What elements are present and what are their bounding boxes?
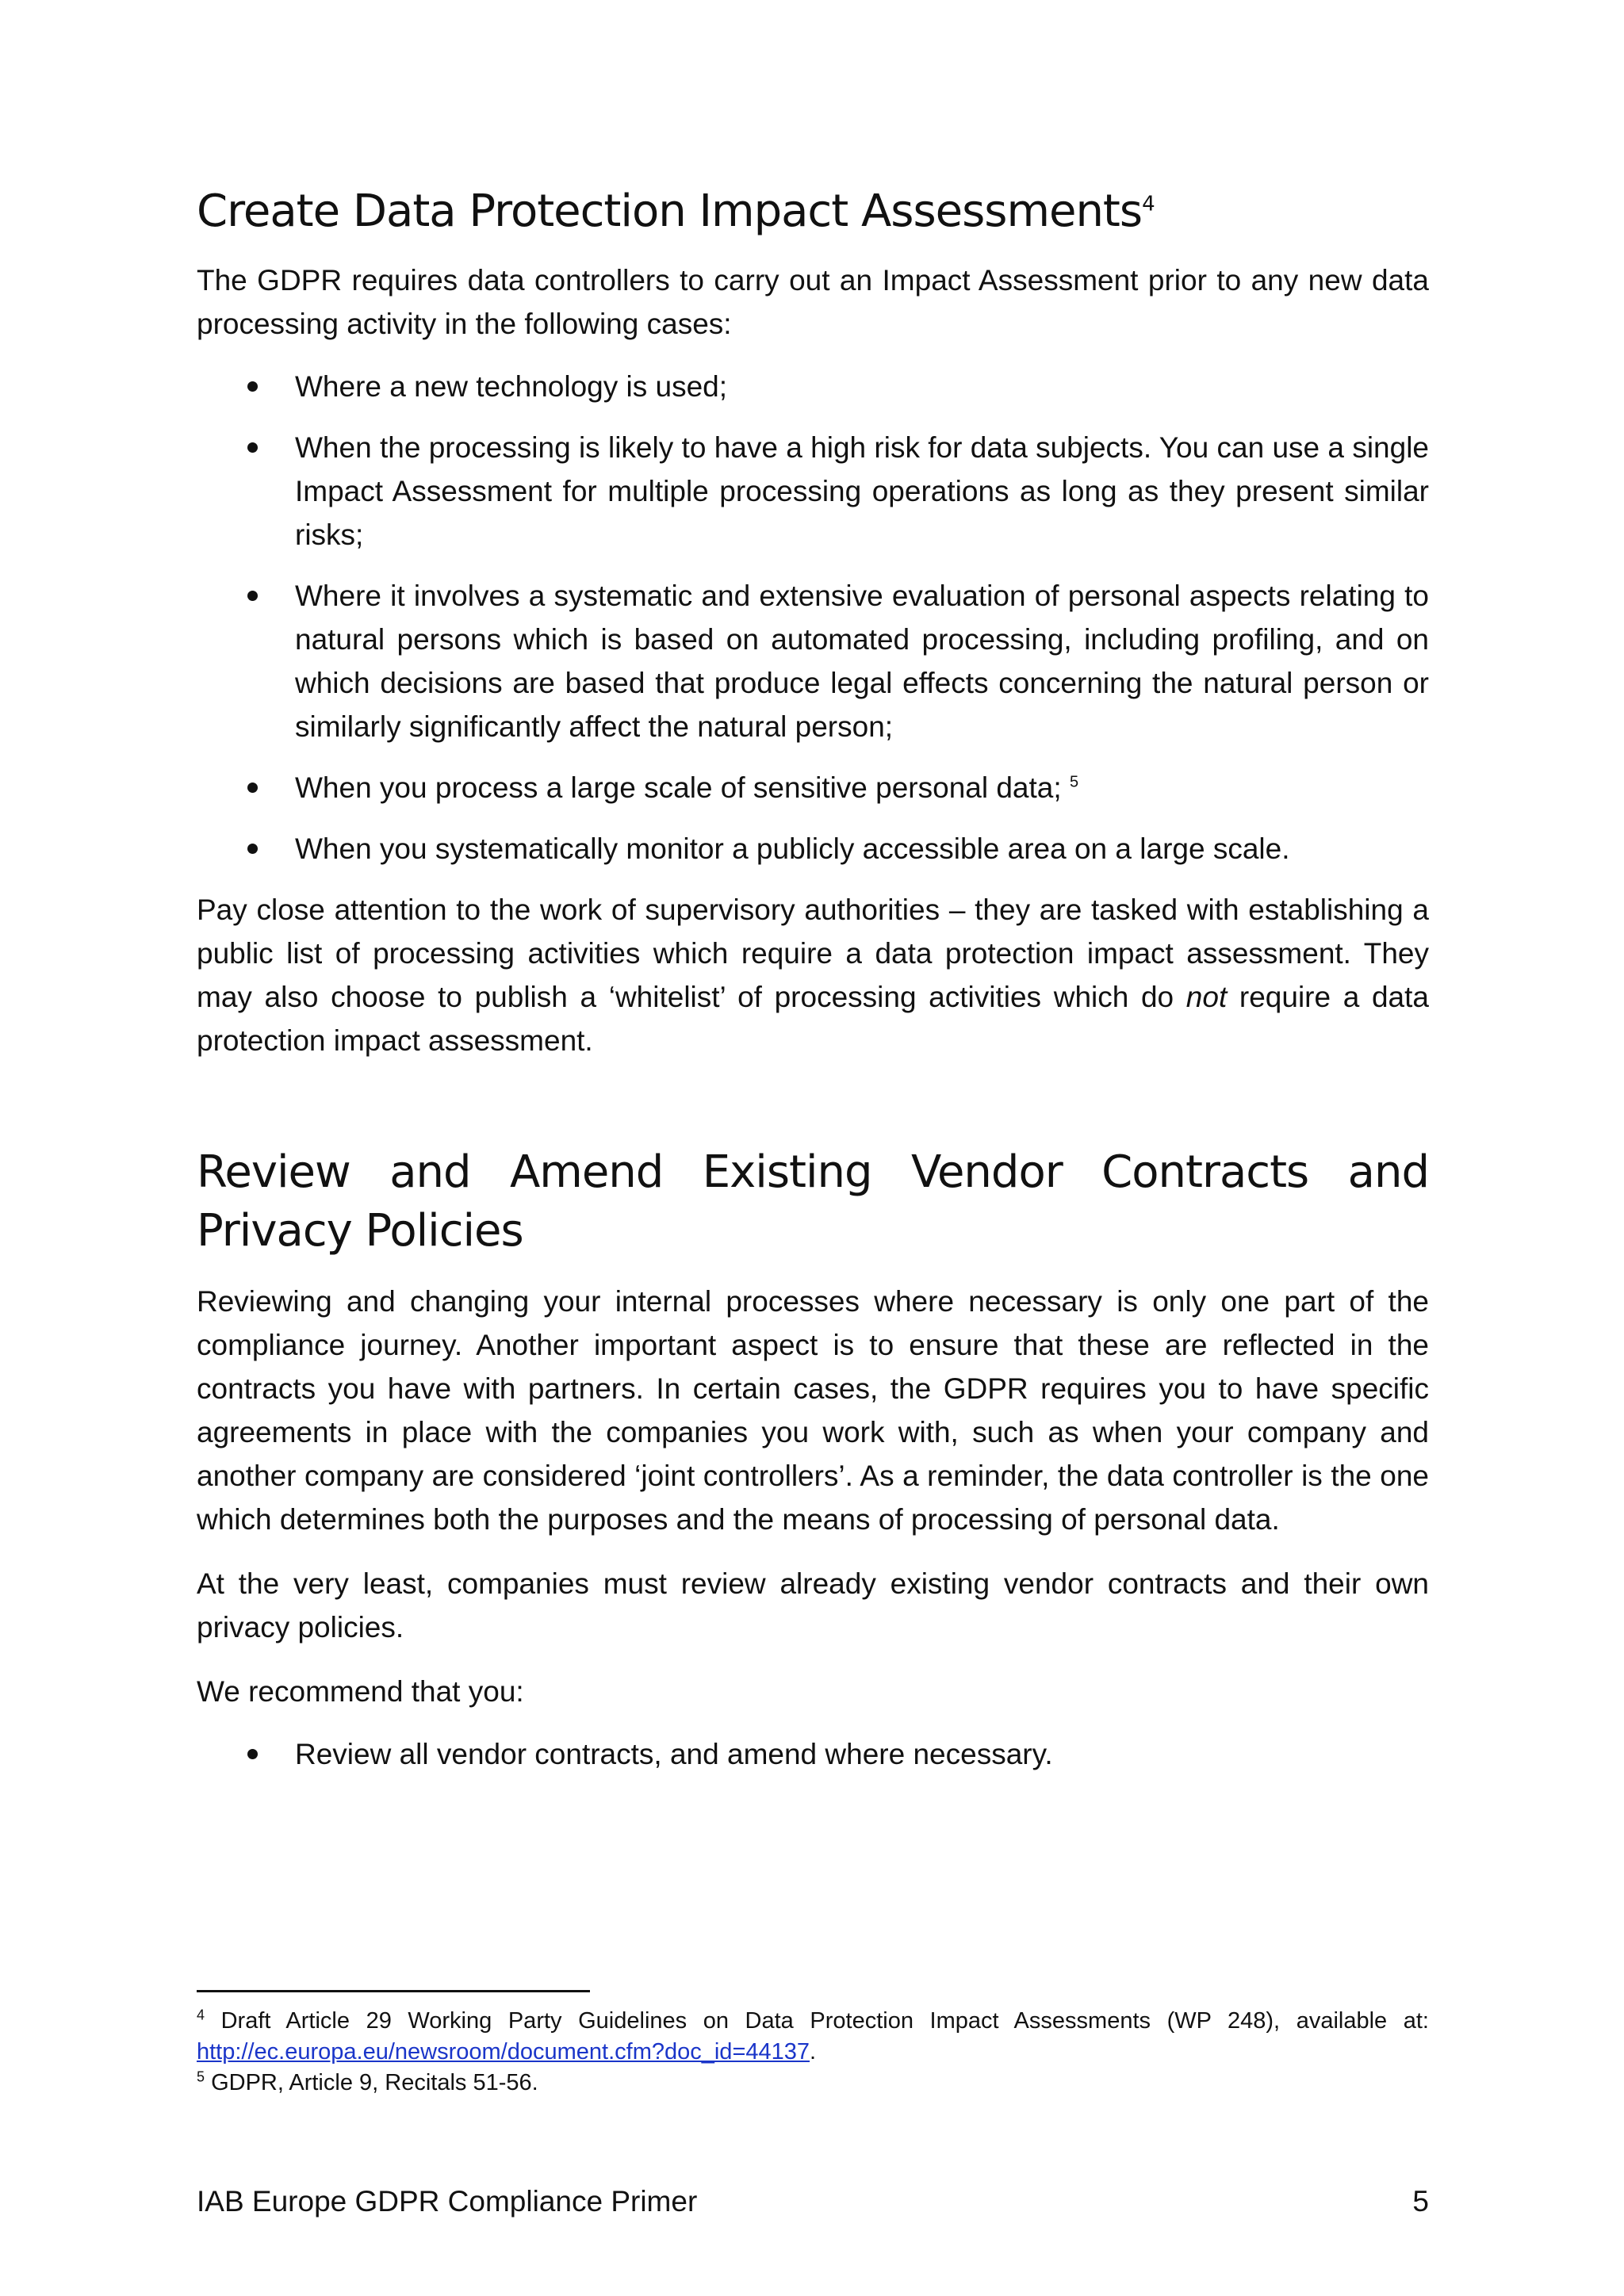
list-item-text: When the processing is likely to have a high risk for data subjects. You can use a single Impact Assessment for multiple processing operations as long as they present similar risks; — [295, 430, 1429, 551]
section-title-vendor-contracts: Review and Amend Existing Vendor Contracts and Privacy Policies — [197, 1146, 1429, 1257]
footnote-4 — [197, 2006, 1429, 2068]
dpia-closing-emphasis: not — [1185, 980, 1228, 1013]
list-item — [197, 365, 1429, 408]
list-item — [197, 426, 1429, 557]
footnote-ref-5[interactable]: 5 — [1069, 773, 1079, 791]
list-item — [197, 766, 1429, 809]
vendor-paragraph-3: We recommend that you: — [197, 1674, 524, 1708]
dpia-closing-text-1: Pay close attention to the work of supervisory authorities – they are tasked with establishing a public list of processing activities which require a data protection impact assessment. They may also choose to publish a ‘whitelist’ of processing activities which do — [197, 893, 1429, 1013]
footnote-ref-4[interactable]: 4 — [1142, 192, 1155, 216]
list-item-text: When you process a large scale of sensitive personal data; — [295, 771, 1062, 804]
footnote-4-end: . — [810, 2039, 817, 2064]
footnote-5-text: GDPR, Article 9, Recitals 51-56. — [211, 2070, 538, 2095]
bullet-icon — [247, 381, 258, 392]
vendor-paragraph-2: At the very least, companies must review already existing vendor contracts and their own privacy policies. — [197, 1567, 1429, 1644]
section-title-dpia — [197, 182, 1429, 241]
list-item-text: Where it involves a systematic and extensive evaluation of personal aspects relating to natural persons which is based on automated processing, including profiling, and on which decisions are based that produce legal effects concerning the natural person or similarly significantly affect the natural person; — [295, 579, 1429, 743]
section-title-dpia-text: Create Data Protection Impact Assessments — [197, 186, 1143, 237]
main-content — [197, 182, 1429, 1793]
vendor-recommendations-list — [197, 1732, 1429, 1776]
bullet-icon — [247, 442, 258, 453]
footer-page-number: 5 — [1412, 2185, 1429, 2218]
footer-document-title: IAB Europe GDPR Compliance Primer — [197, 2185, 698, 2218]
list-item-text: Review all vendor contracts, and amend where necessary. — [295, 1737, 1053, 1770]
footnotes — [197, 2006, 1429, 2099]
footnote-4-marker: 4 — [197, 2007, 205, 2023]
footnote-4-link[interactable]: http://ec.europa.eu/newsroom/document.cfm?doc_id=44137 — [197, 2039, 810, 2064]
list-item — [197, 827, 1429, 871]
bullet-icon — [247, 844, 258, 854]
dpia-intro-paragraph: The GDPR requires data controllers to carry out an Impact Assessment prior to any new data processing activity in the following cases: — [197, 263, 1429, 340]
dpia-closing-paragraph — [197, 888, 1429, 1062]
list-item — [197, 574, 1429, 748]
dpia-cases-list — [197, 365, 1429, 871]
vendor-paragraph-1: Reviewing and changing your internal processes where necessary is only one part of the compliance journey. Another important aspect is to ensure that these are reflected in the contracts you have with partners. In certain cases, the GDPR requires you to have specific agreements in place with the companies you work with, such as when your company and another company are considered ‘joint controllers’. As a reminder, the data controller is the one which determines both the purposes and the means of processing of personal data. — [197, 1284, 1429, 1536]
bullet-icon — [247, 591, 258, 601]
bullet-icon — [247, 783, 258, 793]
list-item-text: Where a new technology is used; — [295, 369, 728, 403]
footnote-4-text: Draft Article 29 Working Party Guidelines on Data Protection Impact Assessments (WP 248), available at: — [220, 2008, 1429, 2034]
footnote-5-marker: 5 — [197, 2068, 205, 2085]
footnote-divider — [197, 1990, 590, 1992]
bullet-icon — [247, 1749, 258, 1759]
page-footer — [197, 2182, 1429, 2221]
list-item — [197, 1732, 1429, 1776]
list-item-text: When you systematically monitor a publicly accessible area on a large scale. — [295, 832, 1290, 865]
dpia-closing-text-2: require a data protection impact assessment. — [197, 980, 1429, 1057]
footnote-5 — [197, 2068, 1429, 2099]
